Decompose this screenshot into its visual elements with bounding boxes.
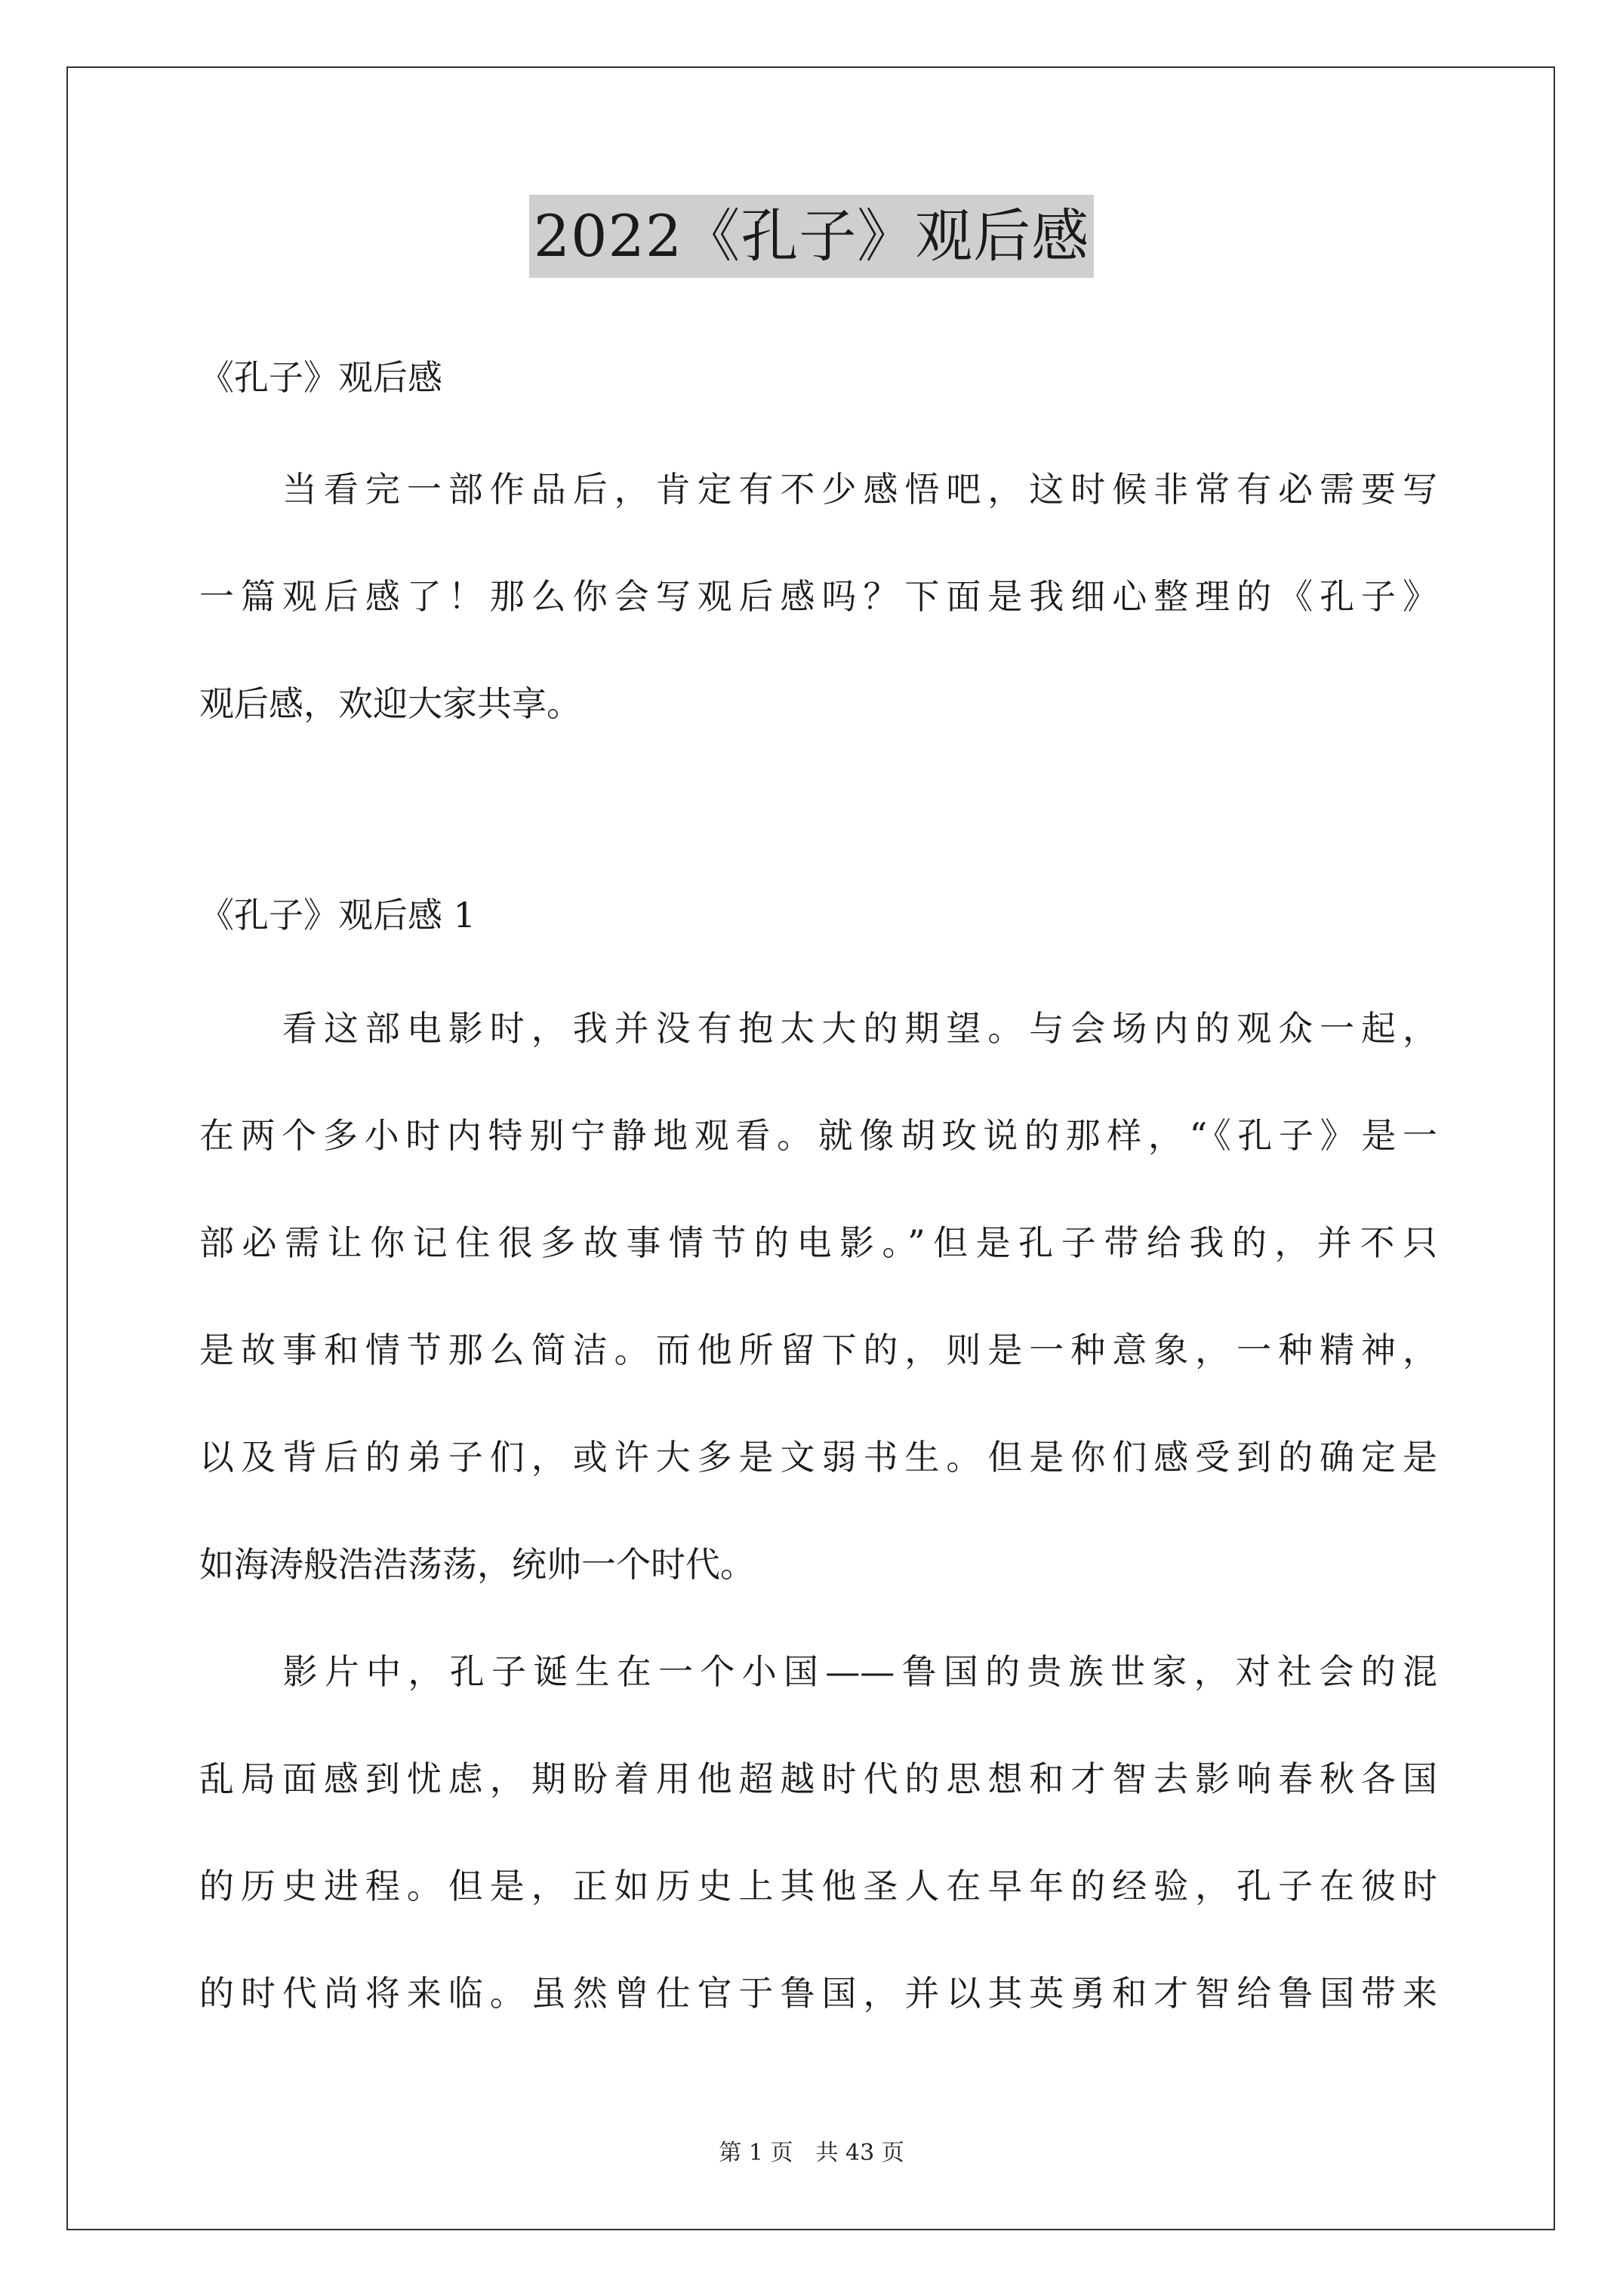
section-heading: 《孔子》观后感 bbox=[199, 357, 442, 398]
intro-line: 当看完一部作品后，肯定有不少感悟吧，这时候非常有必需要写 bbox=[199, 469, 1437, 510]
body-line: 以及背后的弟子们，或许大多是文弱书生。但是你们感受到的确定是 bbox=[199, 1437, 1437, 1478]
page-footer: 第 1 页 共 43 页 bbox=[719, 2140, 904, 2166]
intro-line: 观后感，欢迎大家共享。 bbox=[199, 683, 581, 724]
body-line: 乱局面感到忧虑，期盼着用他超越时代的思想和才智去影响春秋各国 bbox=[199, 1758, 1437, 1799]
title-container bbox=[0, 195, 1623, 278]
body-line: 看这部电影时，我并没有抱太大的期望。与会场内的观众一起， bbox=[199, 1008, 1437, 1049]
body-line: 如海涛般浩浩荡荡，统帅一个时代。 bbox=[199, 1544, 755, 1585]
intro-line: 一篇观后感了！那么你会写观后感吗？下面是我细心整理的《孔子》 bbox=[199, 576, 1437, 617]
body-line: 的时代尚将来临。虽然曾仕官于鲁国，并以其英勇和才智给鲁国带来 bbox=[199, 1973, 1437, 2014]
body-line: 在两个多小时内特别宁静地观看。就像胡玫说的那样，“《孔子》是一 bbox=[199, 1115, 1437, 1156]
body-line: 的历史进程。但是，正如历史上其他圣人在早年的经验，孔子在彼时 bbox=[199, 1866, 1437, 1906]
document-title: 2022《孔子》观后感 bbox=[529, 195, 1094, 278]
section-heading: 《孔子》观后感 1 bbox=[199, 895, 476, 935]
body-line: 部必需让你记住很多故事情节的电影。”但是孔子带给我的，并不只 bbox=[199, 1222, 1437, 1263]
body-line: 是故事和情节那么简洁。而他所留下的，则是一种意象，一种精神， bbox=[199, 1330, 1437, 1370]
body-line: 影片中，孔子诞生在一个小国——鲁国的贵族世家，对社会的混 bbox=[199, 1651, 1437, 1692]
